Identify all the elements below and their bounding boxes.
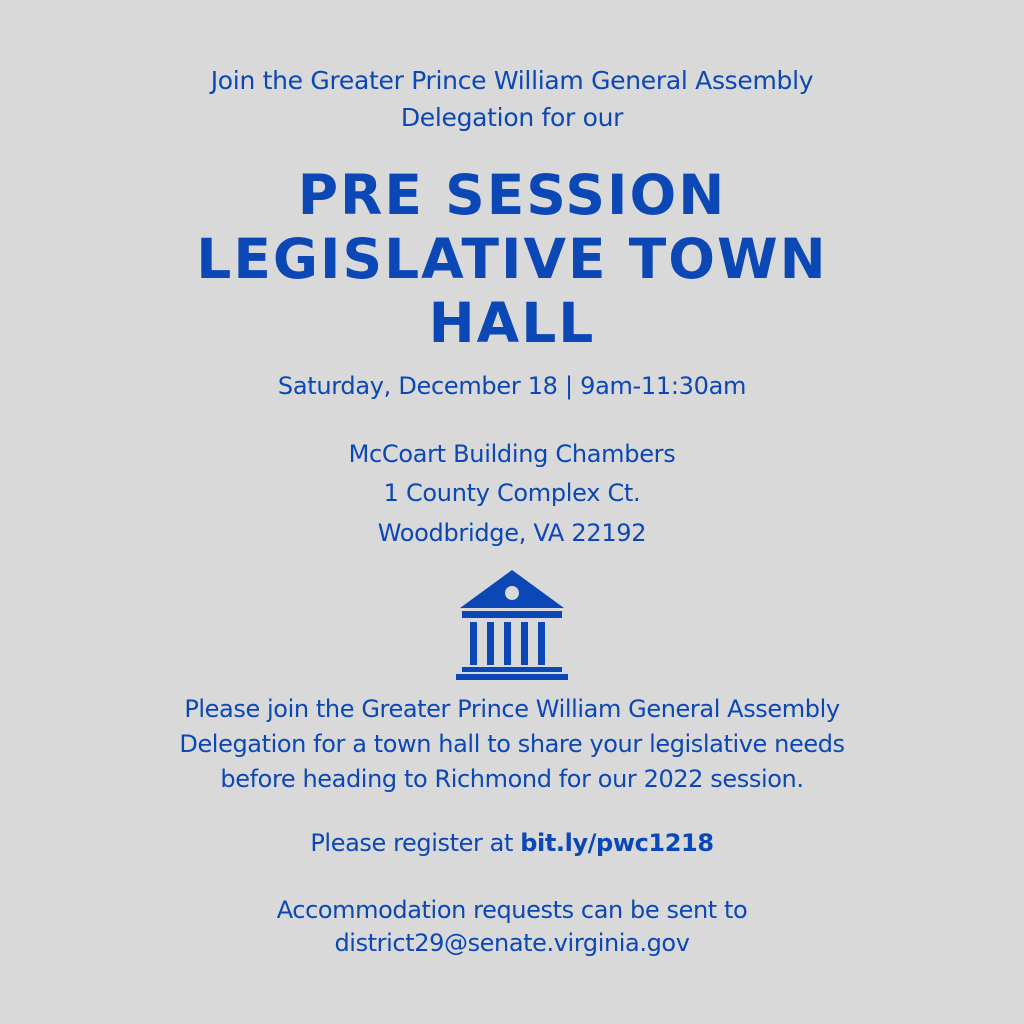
- address-line-1: McCoart Building Chambers: [348, 440, 676, 468]
- accommodation-line-1: Accommodation requests can be sent to: [276, 896, 748, 924]
- description-line-2: Delegation for a town hall to share your legislative needs: [179, 730, 845, 758]
- register-prefix: Please register at: [310, 829, 513, 857]
- government-building-icon: [456, 570, 568, 680]
- headline-line-2: LEGISLATIVE TOWN: [196, 227, 828, 291]
- description-line-3: before heading to Richmond for our 2022 session.: [220, 765, 804, 793]
- event-date-time: Saturday, December 18 | 9am-11:30am: [277, 372, 747, 400]
- intro-line-1: Join the Greater Prince William General Assembly: [210, 66, 814, 95]
- register-link[interactable]: bit.ly/pwc1218: [520, 829, 714, 857]
- accommodation-email[interactable]: district29@senate.virginia.gov: [334, 929, 690, 957]
- intro-line-2: Delegation for our: [400, 103, 624, 132]
- register-line: [0, 826, 1024, 861]
- headline-line-3: HALL: [428, 291, 596, 355]
- address-line-2: 1 County Complex Ct.: [383, 479, 641, 507]
- address-line-3: Woodbridge, VA 22192: [377, 519, 647, 547]
- headline-line-1: PRE SESSION: [297, 163, 727, 227]
- description-line-1: Please join the Greater Prince William General Assembly: [184, 695, 840, 723]
